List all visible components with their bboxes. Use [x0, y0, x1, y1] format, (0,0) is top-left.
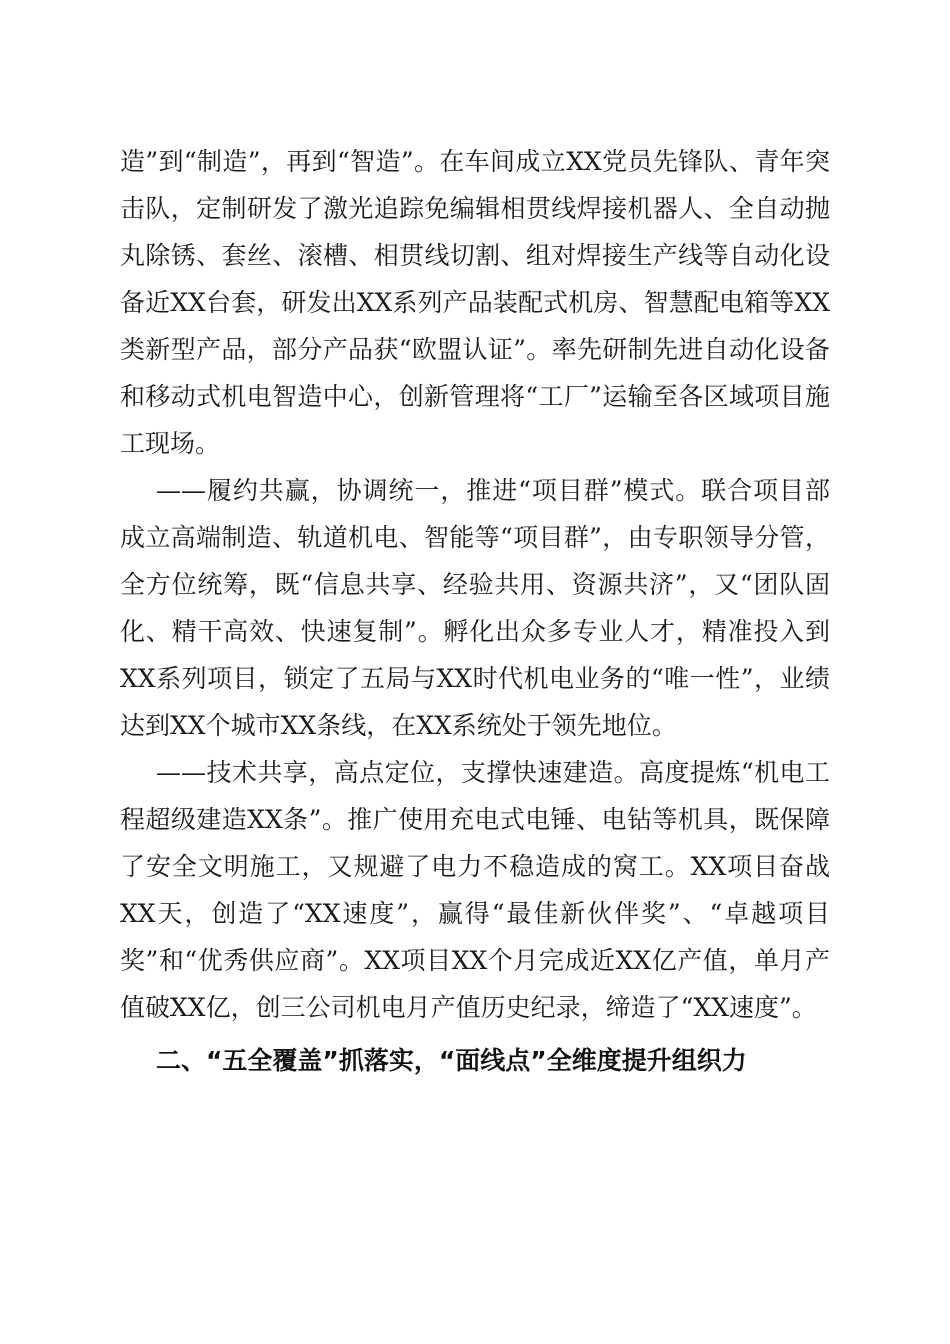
section-heading: 二、“五全覆盖”抓落实，“面线点”全维度提升组织力	[156, 1046, 747, 1075]
paragraph-technology-sharing: ——技术共享，高点定位，支撑快速建造。高度提炼“机电工程超级建造XX条”。推广使用充电式电锤、电钻等机具，既保障了安全文明施工，又规避了电力不稳造成的窝工。XX项目奋战XX天，创造了“XX速度”，赢得“最佳新伙伴奖”、“卓越项目奖”和“优秀供应商”。XX项目XX个月完成近XX亿产值，单月产值破XX亿，创三公司机电月产值历史纪录，缔造了“XX速度”。	[120, 758, 830, 1022]
paragraph-project-group: ——履约共赢，协调统一，推进“项目群”模式。联合项目部成立高端制造、轨道机电、智能等“项目群”，由专职领导分管，全方位统筹，既“信息共享、经验共用、资源共济”，又“团队固化、精干高效、快速复制”。孵化出众多专业人才，精准投入到XX系列项目，锁定了五局与XX时代机电业务的“唯一性”，业绩达到XX个城市XX条线，在XX系统处于领先地位。	[120, 476, 830, 740]
paragraph-continuation: 造”到“制造”，再到“智造”。在车间成立XX党员先锋队、青年突击队，定制研发了激光追踪免编辑相贯线焊接机器人、全自动抛丸除锈、套丝、滚槽、相贯线切割、组对焊接生产线等自动化设备近XX台套，研发出XX系列产品装配式机房、智慧配电箱等XX类新型产品，部分产品获“欧盟认证”。率先研制先进自动化设备和移动式机电智造中心，创新管理将“工厂”运输至各区域项目施工现场。	[120, 147, 830, 458]
document-body	[120, 138, 830, 1084]
